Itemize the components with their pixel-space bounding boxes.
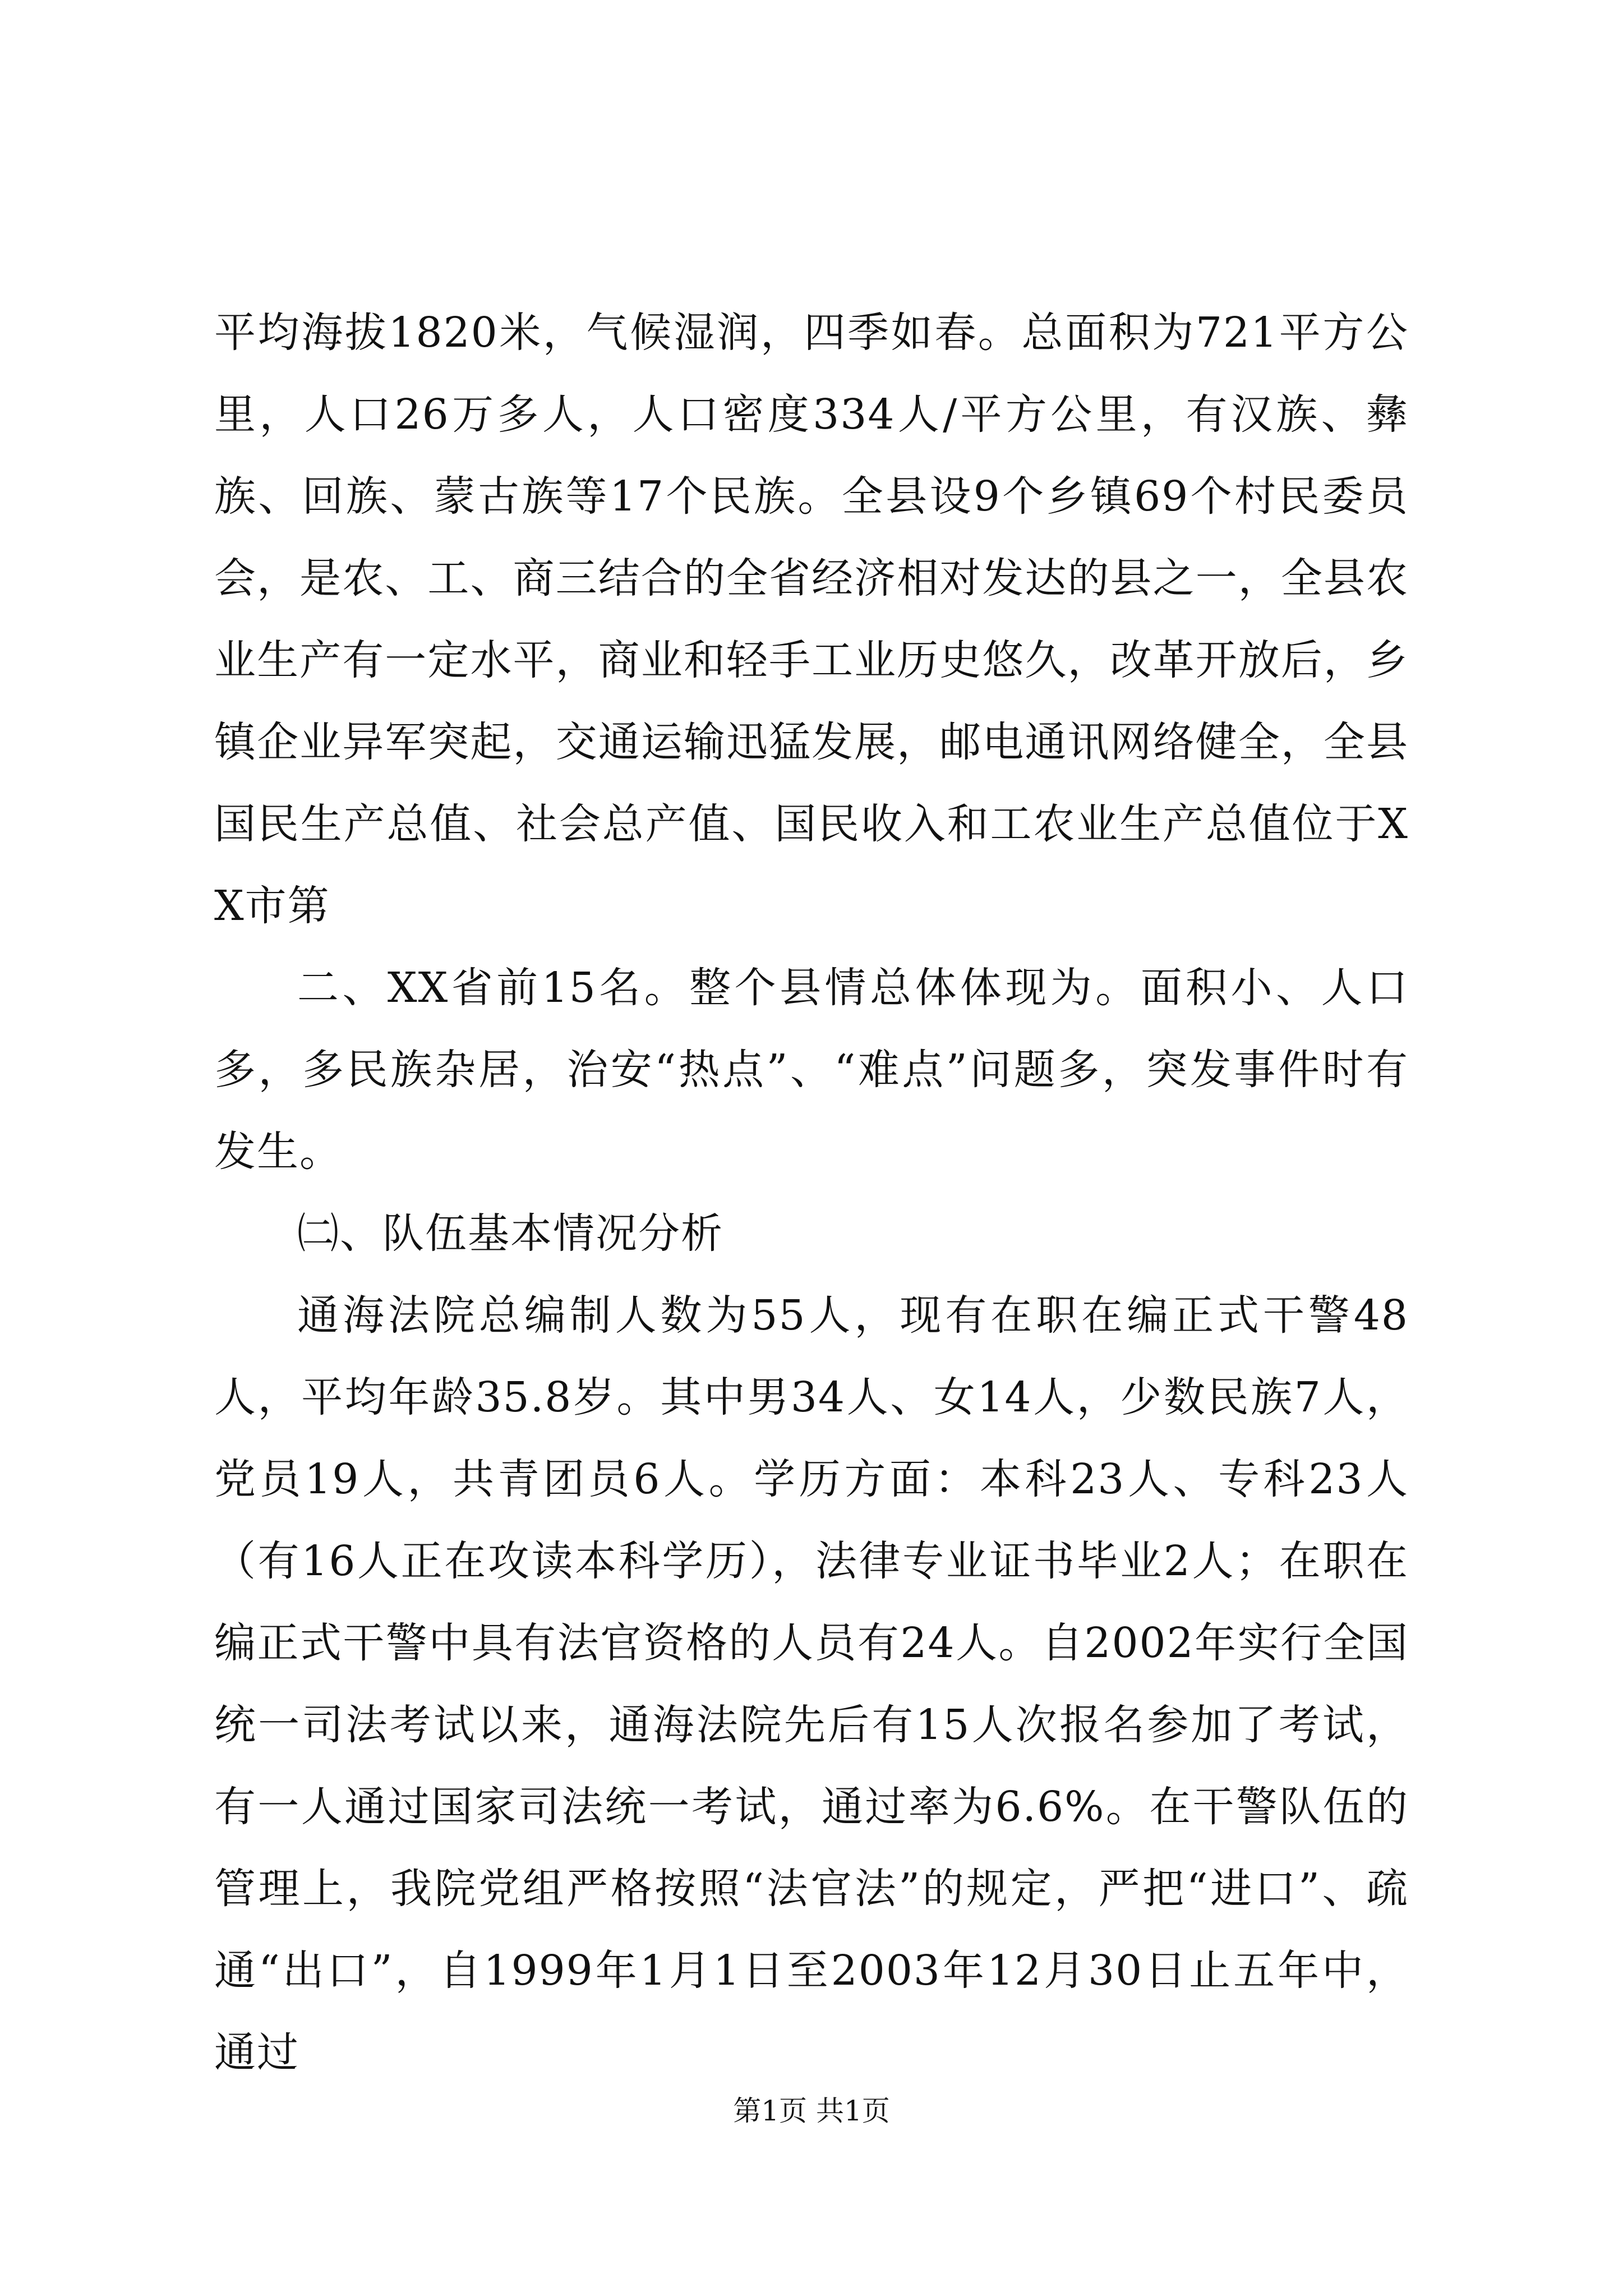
paragraph-staff-statistics: 通海法院总编制人数为55人，现有在职在编正式干警48人，平均年龄35.8岁。其中男34人、女14人，少数民族7人，党员19人，共青团员6人。学历方面：本科23人、专科23人（有16人正在攻读本科学历），法律专业证书毕业2人；在职在编正式干警中具有法官资格的人员有24人。自2002年实行全国统一司法考试以来，通海法院先后有15人次报名参加了考试，有一人通过国家司法统一考试，通过率为6.6%。在干警队伍的管理上，我院党组严格按照“法官法”的规定，严把“进口”、疏通“出口”，自1999年1月1日至2003年12月30日止五年中，通过 <box>214 1291 1409 2077</box>
paragraph-county-overview: 平均海拔1820米，气候湿润，四季如春。总面积为721平方公里，人口26万多人，人口密度334人/平方公里，有汉族、彝族、回族、蒙古族等17个民族。全县设9个乡镇69个村民委员会，是农、工、商三结合的全省经济相对发达的县之一，全县农业生产有一定水平，商业和轻手工业历史悠久，改革开放后，乡镇企业异军突起，交通运输迅猛发展，邮电通讯网络健全，全县国民生产总值、社会总产值、国民收入和工农业生产总值位于XX市第 <box>214 309 1409 930</box>
paragraph-province-ranking: 二、XX省前15名。整个县情总体体现为。面积小、人口多，多民族杂居，治安“热点”、“难点”问题多，突发事件时有发生。 <box>214 964 1409 1176</box>
section-heading-team-analysis: ㈡、队伍基本情况分析 <box>297 1209 723 1258</box>
page-footer: 第1页 共1页 <box>733 2095 890 2127</box>
document-body <box>214 292 1409 2093</box>
